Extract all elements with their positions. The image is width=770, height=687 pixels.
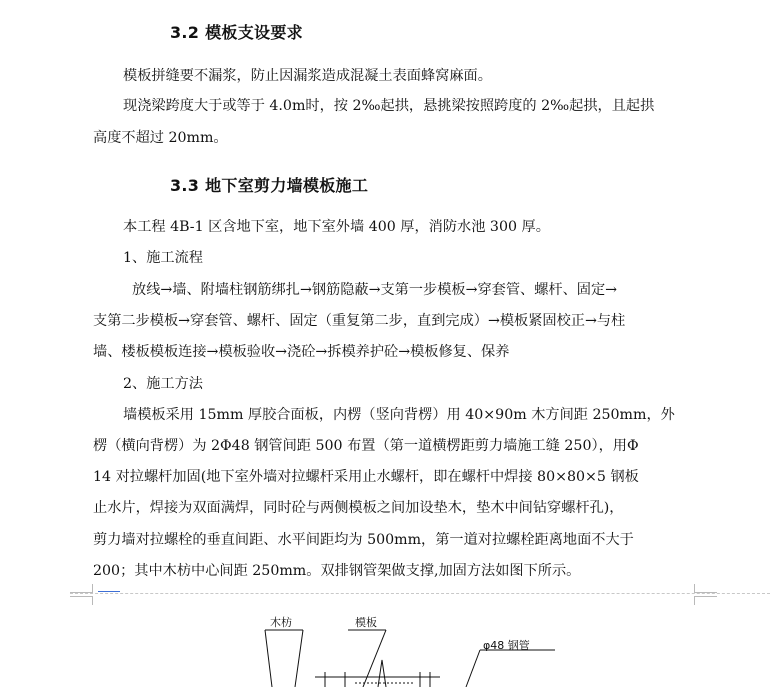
paragraph: 本工程 4B-1 区含地下室，地下室外墙 400 厚，消防水池 300 厚。	[123, 219, 550, 235]
paragraph: 墙模板采用 15mm 厚胶合面板，内楞（竖向背楞）用 40×90m 木方间距 250mm，外	[123, 407, 675, 423]
paragraph: 止水片，焊接为双面满焊，同时砼与两侧模板之间加设垫木，垫木中间钻穿螺杆孔)，	[93, 500, 624, 516]
section-heading-3-3: 3.3 地下室剪力墙模板施工	[170, 176, 369, 195]
paragraph: 14 对拉螺杆加固(地下室外墙对拉螺杆采用止水螺杆，即在螺杆中焊接 80×80×5 钢板	[93, 469, 639, 485]
paragraph: 楞（横向背楞）为 2Φ48 钢管间距 500 布置（第一道横楞距剪力墙施工缝 250），用Φ	[93, 438, 639, 454]
paragraph: 200；其中木枋中心间距 250mm。双排钢管架做支撑,加固方法如图下所示。	[93, 563, 581, 579]
figure-line	[265, 630, 272, 687]
paragraph: 放线→墙、附墙柱钢筋绑扎→钢筋隐蔽→支第一步模板→穿套管、螺杆、固定→	[132, 282, 618, 298]
figure-line	[295, 630, 303, 687]
figure-label-wood: 木枋	[270, 616, 292, 629]
paragraph: 高度不超过 20mm。	[93, 130, 228, 146]
list-item-title: 2、施工方法	[123, 376, 203, 392]
section-heading-3-2: 3.2 模板支设要求	[170, 23, 303, 42]
paragraph: 支第二步模板→穿套管、螺杆、固定（重复第二步，直到完成）→模板紧固校正→与柱	[93, 313, 626, 329]
figure-line	[363, 630, 386, 687]
figure-label-formwork: 模板	[355, 616, 377, 629]
paragraph: 模板拼缝要不漏浆，防止因漏浆造成混凝土表面蜂窝麻面。	[123, 68, 492, 84]
figure-line	[466, 650, 480, 687]
list-item-title: 1、施工流程	[123, 250, 203, 266]
figure-label-pipe: φ48 钢管	[483, 639, 530, 652]
paragraph: 墙、楼板模板连接→模板验收→浇砼→拆模养护砼→模板修复、保养	[93, 344, 510, 360]
paragraph: 现浇梁跨度大于或等于 4.0m时，按 2‰起拱，悬挑梁按照跨度的 2‰起拱，且起拱	[123, 98, 655, 114]
paragraph: 剪力墙对拉螺栓的垂直间距、水平间距均为 500mm，第一道对拉螺栓距离地面不大于	[93, 532, 634, 548]
